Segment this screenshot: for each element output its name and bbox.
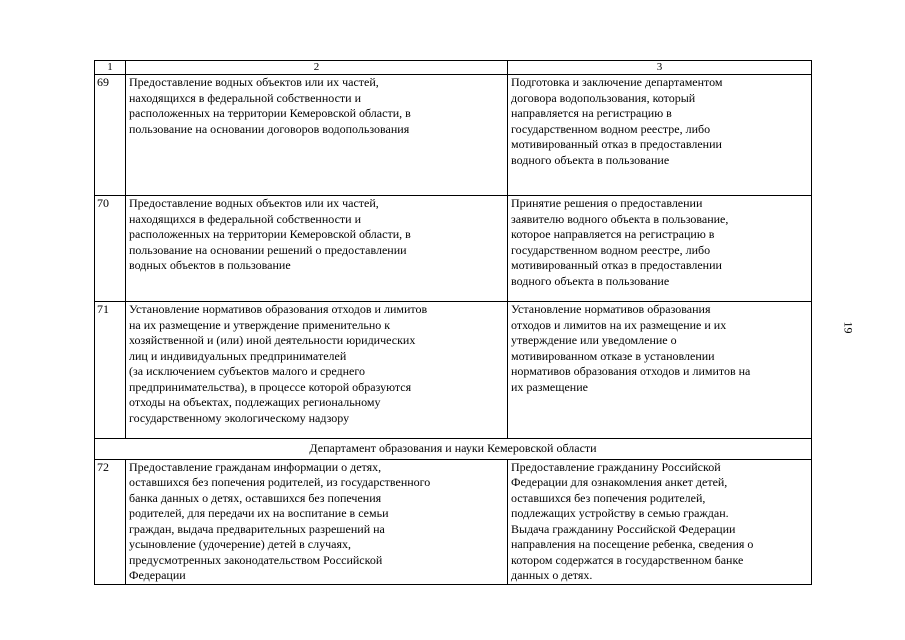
row-number: 70	[95, 196, 126, 302]
table-row	[95, 75, 812, 196]
services-table	[94, 60, 812, 585]
service-result-cell: Подготовка и заключение департаментом договора водопользования, который направляется на регистрацию в государственном водном реестре, либо мотивированный отказ в предоставлении водного объекта в пользование	[508, 75, 812, 196]
row-number: 72	[95, 459, 126, 584]
column-number-row	[95, 61, 812, 75]
section-heading: Департамент образования и науки Кемеровской области	[95, 439, 812, 460]
column-number-2: 2	[126, 61, 508, 75]
section-heading-row	[95, 439, 812, 460]
page-number: 19	[841, 321, 856, 334]
table-row	[95, 459, 812, 584]
service-name-cell: Предоставление гражданам информации о детях, оставшихся без попечения родителей, из государственного банка данных о детях, оставшихся без попечения родителей, для передачи их на воспитание в семьи граждан, выдача предварительных разрешений на усыновление (удочерение) детей в случаях, предусмотренных законодательством Российской Федерации	[126, 459, 508, 584]
service-result-cell: Предоставление гражданину Российской Федерации для ознакомления анкет детей, оставшихся без попечения родителей, подлежащих устройству в семью граждан. Выдача гражданину Российской Федерации направления на посещение ребенка, сведения о котором содержатся в государственном банке данных о детях.	[508, 459, 812, 584]
service-result-cell: Установление нормативов образования отходов и лимитов на их размещение и их утверждение или уведомление о мотивированном отказе в установлении нормативов образования отходов и лимитов на их размещение	[508, 302, 812, 439]
service-name-cell: Предоставление водных объектов или их частей, находящихся в федеральной собственности и расположенных на территории Кемеровской области, в пользование на основании договоров водопользования	[126, 75, 508, 196]
row-number: 71	[95, 302, 126, 439]
row-number: 69	[95, 75, 126, 196]
service-name-cell: Установление нормативов образования отходов и лимитов на их размещение и утверждение применительно к хозяйственной и (или) иной деятельности юридических лиц и индивидуальных предпринимателей (за исключением субъектов малого и среднего предпринимательства), в процессе которой образуются отходы на объектах, подлежащих региональному государственному экологическому надзору	[126, 302, 508, 439]
service-name-cell: Предоставление водных объектов или их частей, находящихся в федеральной собственности и расположенных на территории Кемеровской области, в пользование на основании решений о предоставлении водных объектов в пользование	[126, 196, 508, 302]
table-row	[95, 196, 812, 302]
service-result-cell: Принятие решения о предоставлении заявителю водного объекта в пользование, которое направляется на регистрацию в государственном водном реестре, либо мотивированный отказ в предоставлении водного объекта в пользование	[508, 196, 812, 302]
column-number-1: 1	[95, 61, 126, 75]
table-row	[95, 302, 812, 439]
column-number-3: 3	[508, 61, 812, 75]
